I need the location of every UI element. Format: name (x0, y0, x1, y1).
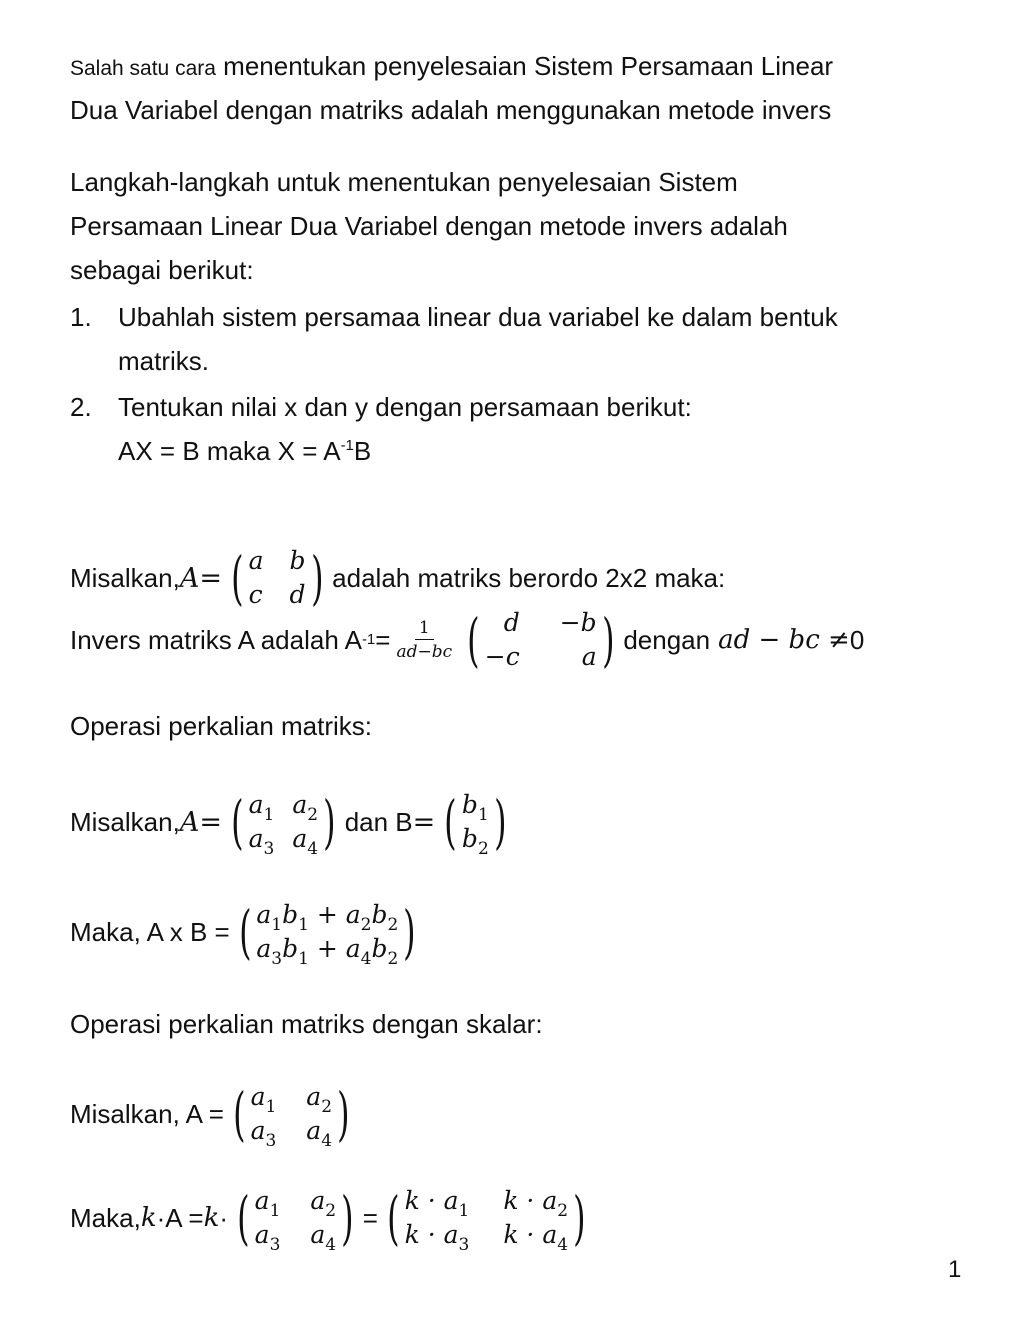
step-2-number: 2. (70, 392, 92, 422)
matrix-a-elements (232, 1184, 359, 1255)
intro-line-2: Dua Variabel dengan matriks adalah menggunakan metode invers (70, 95, 832, 125)
invers-prefix: Invers matriks A adalah A (70, 624, 362, 655)
left-paren: ( (231, 544, 244, 612)
invers-formula: Invers matriks A adalah A -1 = $\frac{1}{ad-bc}$ ( d −b −c a ) dengan ad − bc ≠ 0 (70, 606, 865, 674)
maka-scalar (70, 1178, 595, 1258)
right-paren: ) (341, 1184, 354, 1252)
operasi-heading-1: Operasi perkalian matriks: (70, 711, 372, 741)
left-paren: ( (237, 1184, 250, 1252)
matrix-product (234, 898, 421, 969)
right-paren: ) (493, 788, 507, 856)
scalar-k: k (140, 1203, 157, 1233)
intro-line-1 (70, 52, 833, 82)
left-paren: ( (233, 1080, 246, 1148)
matrix-cell: $a_4$ (310, 1220, 337, 1255)
invers-condition-zero: 0 (849, 624, 865, 655)
matrix-cell: $a_4$ (292, 824, 319, 859)
matrix-cell: $a_3$ (250, 1116, 277, 1151)
matrix-cell: $b_1$ (461, 790, 489, 826)
matrix-cell: $a_3$ (248, 824, 275, 859)
right-paren: ) (601, 606, 615, 674)
matrix-cell: $a_4$ (306, 1116, 333, 1151)
misalkan-label: Misalkan, A = (70, 1098, 224, 1129)
matrix-scaled (382, 1184, 591, 1255)
matrix-cell: −c (484, 642, 520, 671)
left-paren: ( (238, 898, 252, 966)
matrix-cell: c (248, 580, 263, 609)
maka-label: Maka, A x B = (70, 916, 230, 947)
intro-line-1-rest: menentukan penyelesaian Sistem Persamaan Linear (215, 51, 834, 81)
matrix-inverse (462, 606, 619, 674)
invers-dengan: dengan (623, 624, 711, 655)
matrix-cell: $a_2$ (310, 1186, 337, 1222)
product-row-1: $a_1b_1 + a_2b_2$ (256, 900, 399, 936)
matrix-cell: $a_1$ (254, 1186, 281, 1222)
right-paren: ) (403, 898, 416, 966)
left-paren: ( (467, 606, 480, 674)
matrix-cell: $a_2$ (306, 1082, 333, 1118)
right-paren: ) (310, 544, 324, 612)
operasi-heading-2: Operasi perkalian matriks dengan skalar: (70, 1009, 543, 1039)
matrix-cell: d (503, 608, 520, 638)
misalkan-suffix: adalah matriks berordo 2x2 maka: (332, 562, 726, 593)
right-paren: ) (337, 1080, 350, 1148)
steps-intro-line-2: Persamaan Linear Dua Variabel dengan metode invers adalah (70, 211, 788, 241)
equals-sign: = (199, 562, 222, 594)
dot-operator: · (156, 1202, 166, 1233)
misalkan-label: Misalkan, (70, 806, 180, 837)
equals-sign: = (362, 1202, 378, 1233)
fraction-numerator: 1 (415, 618, 434, 640)
step-2-formula (118, 436, 371, 467)
left-paren: ( (444, 788, 457, 856)
invers-condition: ad − bc ≠ (718, 625, 850, 655)
matrix-cell: b (289, 546, 306, 576)
maka-a-x-b (70, 892, 425, 972)
misalkan-scalar-a (70, 1074, 359, 1154)
page-number: 1 (948, 1256, 962, 1283)
right-paren: ) (573, 1184, 586, 1252)
scalar-k: k (203, 1203, 220, 1233)
matrix-cell: $a_2$ (292, 790, 319, 826)
right-paren: ) (323, 788, 336, 856)
formula-post: B (353, 436, 372, 466)
step-2-line-1: Tentukan nilai x dan y dengan persamaan berikut: (118, 392, 692, 422)
product-row-2: $a_3b_1 + a_4b_2$ (256, 934, 399, 969)
matrix-cell: −b (559, 608, 597, 638)
matrix-cell: $a_1$ (250, 1082, 277, 1118)
matrix-cell: $a_3$ (254, 1220, 281, 1255)
matrix-cell: $k \cdot a_1$ (404, 1186, 470, 1222)
fraction (396, 618, 452, 662)
misalkan-label: Misalkan, (70, 562, 180, 593)
left-paren: ( (387, 1184, 400, 1252)
matrix-a-symbol: A (179, 806, 200, 838)
matrix-cell: $b_2$ (461, 824, 489, 859)
dan-b-label: dan B (344, 806, 413, 837)
step-1-line-1: Ubahlah sistem persamaa linear dua variabel ke dalam bentuk (118, 302, 838, 332)
matrix-b-elements (439, 788, 511, 859)
intro-small-prefix: Salah satu cara (70, 57, 216, 80)
matrix-a-elements (228, 1080, 355, 1151)
maka-label: Maka, (70, 1202, 141, 1233)
matrix-cell: a (248, 546, 264, 576)
formula-sup: -1 (340, 437, 354, 454)
misalkan-a-b (70, 782, 515, 862)
fraction-denominator: ad−bc (396, 642, 453, 662)
matrix-cell: $k \cdot a_4$ (503, 1220, 569, 1255)
matrix-cell: a (581, 642, 597, 671)
matrix-cell: $a_1$ (248, 790, 275, 826)
matrix-a-symbol: A (179, 562, 200, 594)
matrix-cell: $k \cdot a_2$ (503, 1186, 569, 1222)
matrix-a-elements (226, 788, 341, 859)
equals-sign: = (199, 806, 222, 838)
matrix-cell: d (289, 580, 306, 609)
left-paren: ( (231, 788, 244, 856)
step-1-number: 1. (70, 302, 92, 332)
equals-sign: = (412, 806, 436, 838)
matrix-cell: $k \cdot a_3$ (404, 1220, 470, 1255)
dot-operator: · (219, 1202, 229, 1233)
steps-intro-line-3: sebagai berikut: (70, 255, 254, 285)
a-equals: A = (165, 1202, 204, 1233)
formula-pre: AX = B maka X = A (118, 436, 341, 466)
steps-intro-line-1: Langkah-langkah untuk menentukan penyelesaian Sistem (70, 167, 738, 197)
invers-eq: = (375, 624, 391, 655)
step-1-line-2: matriks. (118, 346, 209, 376)
